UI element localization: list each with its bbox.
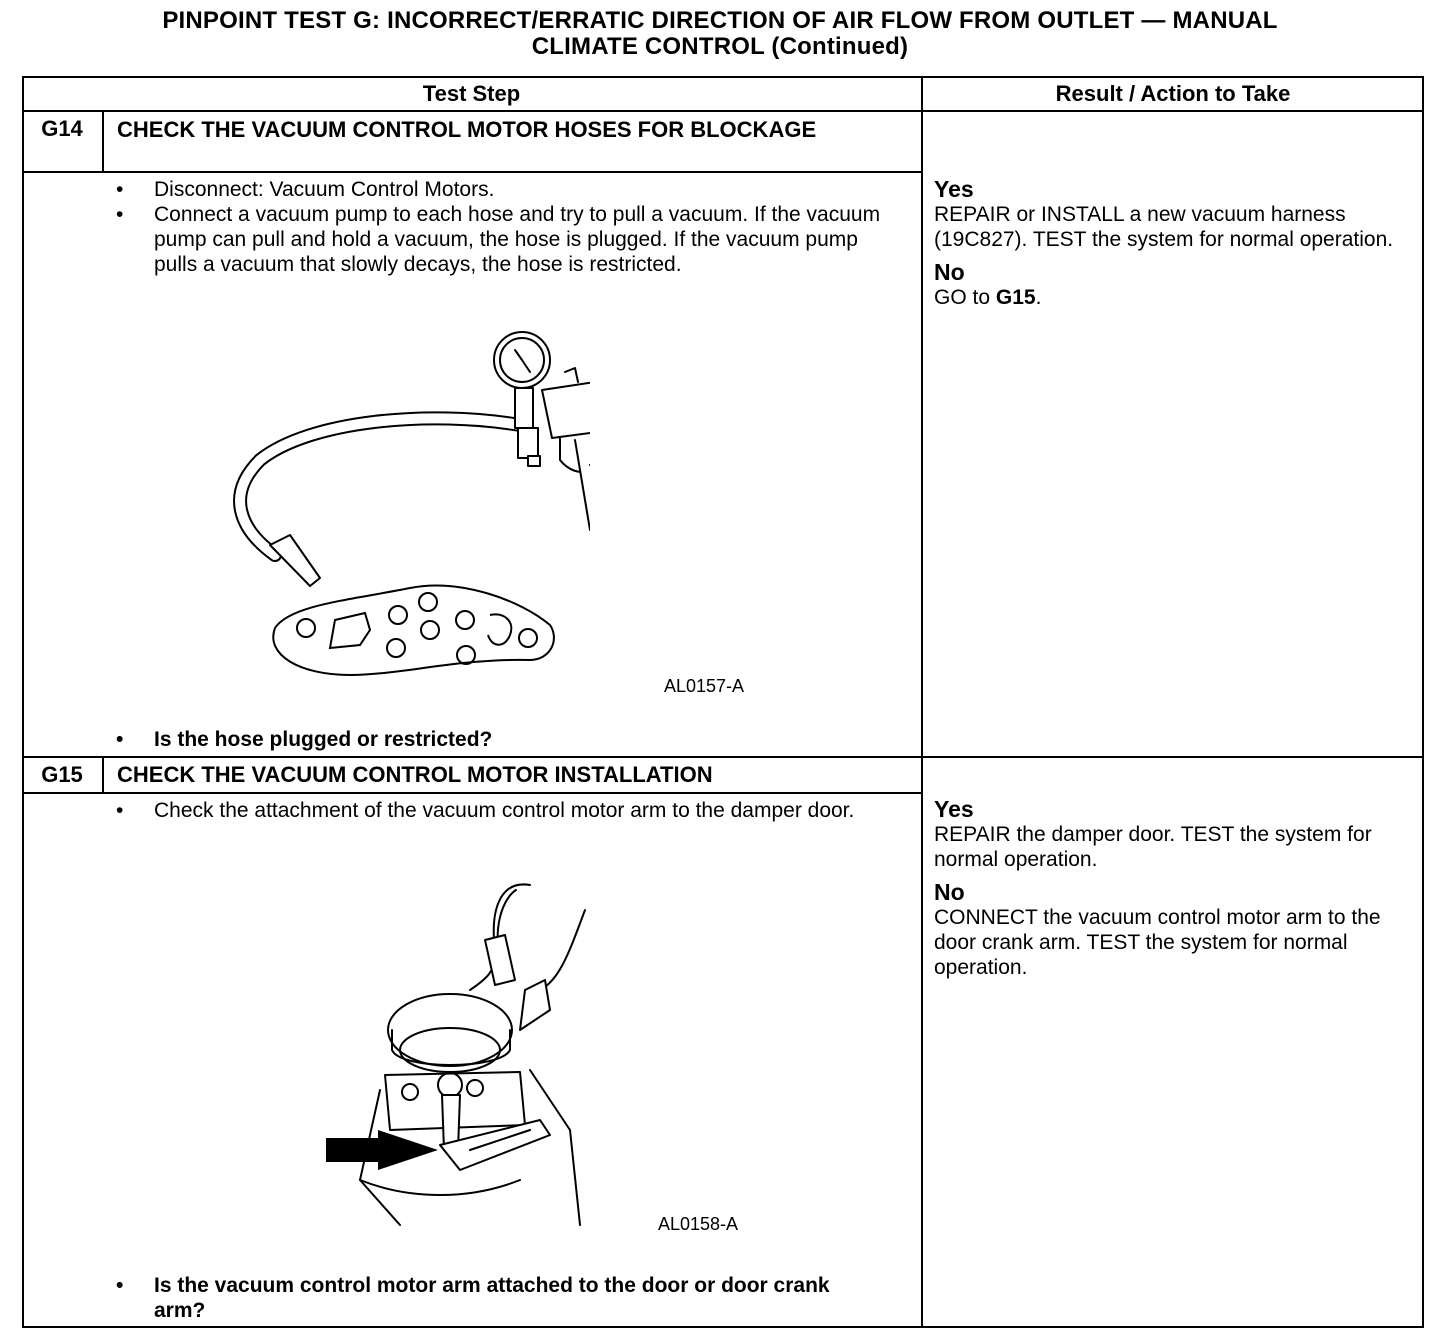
no-label: No	[934, 879, 965, 905]
page-title-line-1: PINPOINT TEST G: INCORRECT/ERRATIC DIRECTION OF AIR FLOW FROM OUTLET — MANUAL	[162, 7, 1278, 34]
yes-action: REPAIR or INSTALL a new vacuum harness (19C827). TEST the system for normal operation.	[934, 203, 1394, 251]
instruction-item: • Connect a vacuum pump to each hose and try to pull a vacuum. If the vacuum pump can pull and hold a vacuum, the hose is plugged. If the vacuum pump pulls a vacuum that slowly decays, the hose is restricted.	[116, 202, 906, 277]
no-action	[934, 285, 1414, 310]
page-title	[0, 8, 1440, 60]
instruction-item: • Disconnect: Vacuum Control Motors.	[116, 177, 906, 202]
step-question-g15	[116, 1273, 876, 1323]
step-instructions-g15	[116, 798, 906, 823]
step-id-divider-g14	[102, 111, 104, 172]
result-g14	[934, 177, 1414, 310]
no-action-prefix: GO to	[934, 286, 996, 309]
figure-code-g14: AL0157-A	[664, 676, 745, 696]
step-title-rule-g15	[22, 792, 922, 794]
yes-action: REPAIR the damper door. TEST the system for normal operation.	[934, 823, 1372, 871]
instruction-item: • Check the attachment of the vacuum control motor arm to the damper door.	[116, 798, 906, 823]
header-rule	[22, 110, 1424, 112]
step-title-g15: CHECK THE VACUUM CONTROL MOTOR INSTALLATION	[117, 762, 713, 787]
question-item: • Is the vacuum control motor arm attached to the door or door crank arm?	[116, 1273, 876, 1323]
header-test-step: Test Step	[422, 81, 521, 106]
vacuum-motor-installation-illustration	[320, 880, 600, 1230]
step-id-g15: G15	[41, 762, 83, 787]
step-id-g14: G14	[41, 116, 83, 141]
header-result: Result / Action to Take	[1055, 81, 1291, 106]
step-question-g14	[116, 727, 906, 752]
column-divider	[921, 76, 923, 1328]
figure-code-g15: AL0158-A	[658, 1214, 739, 1234]
no-action: CONNECT the vacuum control motor arm to the door crank arm. TEST the system for normal operation.	[934, 906, 1381, 979]
row-divider	[22, 756, 1424, 758]
step-id-divider-g15	[102, 757, 104, 793]
question-item: • Is the hose plugged or restricted?	[116, 727, 906, 752]
no-label: No	[934, 259, 965, 285]
yes-label: Yes	[934, 796, 974, 822]
step-title-rule-g14	[22, 171, 922, 173]
yes-label: Yes	[934, 176, 974, 202]
no-action-suffix: .	[1035, 286, 1042, 309]
result-g15	[934, 797, 1414, 980]
no-action-ref: G15	[995, 286, 1036, 309]
step-instructions-g14	[116, 177, 906, 277]
vacuum-pump-illustration	[230, 330, 590, 690]
step-title-g14: CHECK THE VACUUM CONTROL MOTOR HOSES FOR BLOCKAGE	[117, 117, 817, 142]
page-title-line-2: CLIMATE CONTROL (Continued)	[531, 33, 909, 60]
